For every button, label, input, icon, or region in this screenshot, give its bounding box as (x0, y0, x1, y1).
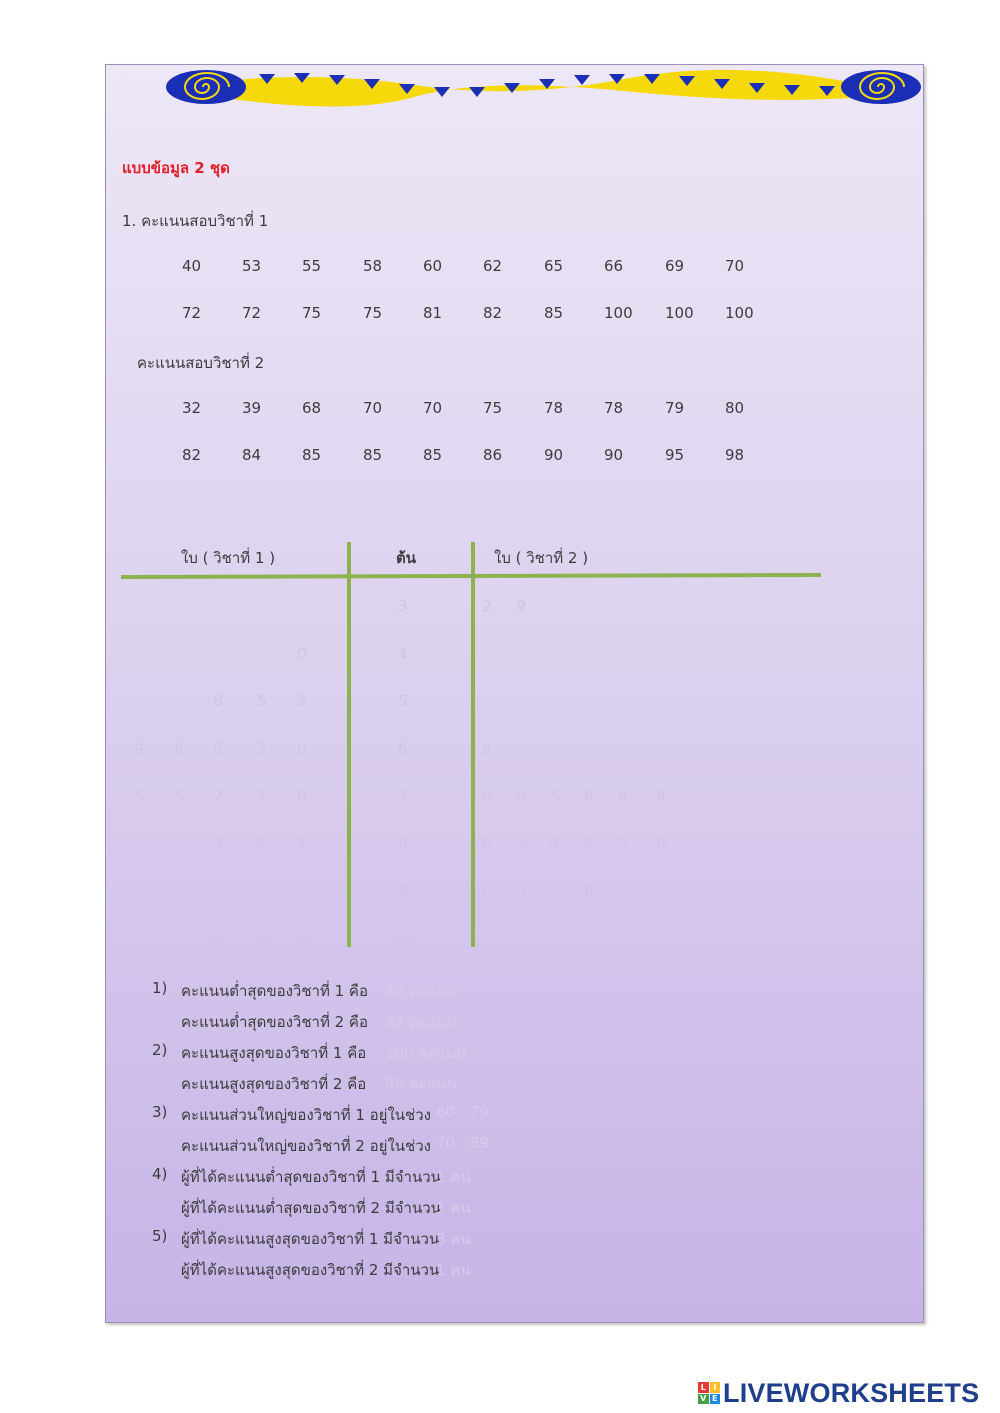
logo-letter: I (710, 1382, 721, 1393)
leaf-left-value: 5 (257, 692, 267, 710)
stem-leaf-row (106, 692, 923, 722)
answer-value: 70 - 89 (436, 1134, 490, 1152)
question-text: คะแนนสูงสุดของวิชาที่ 2 คือ (181, 1075, 367, 1093)
score-value: 62 (483, 257, 503, 275)
spiral-right-icon (841, 70, 921, 104)
answer-value: 3 คน (436, 1230, 471, 1248)
stem-value: 4 (398, 644, 408, 663)
stem-value: 9 (398, 882, 408, 900)
score-value: 85 (423, 446, 443, 464)
leaf-right-value: 0 (516, 882, 526, 900)
leaf-right-value: 8 (584, 787, 594, 805)
leaf-right-value: 2 (482, 597, 492, 615)
page-title: แบบข้อมูล 2 ชุด (122, 159, 230, 177)
score-value: 100 (665, 304, 694, 322)
liveworksheets-brand: LIVEWORKSHEETS (723, 1377, 980, 1408)
stem-leaf-row (106, 835, 923, 865)
score-value: 39 (242, 399, 262, 417)
answer-value: 40 คะแนน (385, 982, 458, 1000)
question-number: 4) (152, 1165, 168, 1183)
leaf-right-value: 5 (550, 787, 560, 805)
score-value: 84 (242, 446, 262, 464)
score-value: 85 (544, 304, 564, 322)
score-value: 81 (423, 304, 443, 322)
score-value: 66 (604, 257, 624, 275)
score-value: 82 (182, 446, 202, 464)
score-value: 85 (302, 446, 322, 464)
leaf-left-value: 9 (134, 739, 144, 758)
score-value: 82 (483, 304, 503, 322)
score-value: 40 (182, 257, 202, 275)
score-value: 32 (182, 399, 202, 417)
leaf-right-value: 0 (482, 787, 492, 805)
leaf-left-value: 5 (134, 787, 144, 805)
stem-leaf-row (106, 597, 923, 627)
subject2-label: คะแนนสอบวิชาที่ 2 (137, 354, 265, 372)
stem-value: 10 (393, 929, 413, 948)
leaf-left-value: 6 (174, 739, 184, 758)
stem-leaf-row (106, 882, 923, 912)
question-text: คะแนนส่วนใหญ่ของวิชาที่ 2 อยู่ในช่วง (181, 1137, 431, 1155)
score-value: 60 (423, 257, 443, 275)
leaf-left-value: 2 (213, 787, 223, 805)
leaf-left-value: 5 (213, 739, 223, 758)
score-value: 75 (302, 304, 322, 322)
stem-leaf-row (106, 787, 923, 817)
score-value: 69 (665, 257, 685, 275)
leaf-right-value: 0 (516, 787, 526, 805)
leaf-left-value: 3 (297, 692, 307, 710)
leaf-left-value: 0 (297, 739, 307, 758)
score-value: 75 (363, 304, 383, 322)
question-text: คะแนนส่วนใหญ่ของวิชาที่ 1 อยู่ในช่วง (181, 1106, 431, 1124)
score-value: 78 (544, 399, 564, 417)
leaf-right-value: 2 (516, 834, 526, 853)
subject1-label: 1. คะแนนสอบวิชาที่ 1 (122, 212, 269, 230)
leaf-right-value: 0 (482, 834, 492, 853)
answer-value: 1 คน (436, 1168, 471, 1186)
score-value: 72 (182, 304, 202, 322)
leaf-right-value: 4 (550, 834, 560, 853)
leaf-left-value: 2 (257, 787, 267, 805)
score-value: 72 (242, 304, 262, 322)
score-value: 68 (302, 399, 322, 417)
score-value: 100 (725, 304, 754, 322)
leaf-left-value: 0 (297, 929, 307, 948)
score-value: 85 (363, 446, 383, 464)
score-value: 65 (544, 257, 564, 275)
answer-value: 1 คน (436, 1261, 471, 1279)
answer-value: 1 คน (436, 1199, 471, 1217)
question-text: ผู้ที่ได้คะแนนต่ำสุดของวิชาที่ 1 มีจำนวน (181, 1168, 441, 1186)
question-number: 2) (152, 1041, 168, 1059)
question-text: คะแนนสูงสุดของวิชาที่ 1 คือ (181, 1044, 367, 1062)
logo-letter: V (698, 1394, 709, 1405)
leaf-right-value: 5 (618, 834, 628, 853)
stem-value: 3 (398, 597, 408, 615)
spiral-left-icon (166, 70, 246, 104)
leaf-left-value: 5 (174, 787, 184, 805)
leaf-right-value: 8 (584, 882, 594, 900)
score-value: 80 (725, 399, 745, 417)
score-value: 75 (483, 399, 503, 417)
liveworksheets-watermark (698, 1378, 979, 1408)
leaf-left-value: 0 (297, 644, 307, 663)
question-text: คะแนนต่ำสุดของวิชาที่ 2 คือ (181, 1013, 368, 1031)
answer-value: 98 คะแนน (385, 1075, 458, 1093)
leaf-right-value: 9 (656, 787, 666, 805)
score-value: 78 (604, 399, 624, 417)
score-value: 58 (363, 257, 383, 275)
score-value: 53 (242, 257, 262, 275)
score-value: 70 (725, 257, 745, 275)
question-number: 5) (152, 1227, 168, 1245)
answer-value: 32 คะแนน (385, 1013, 458, 1031)
score-value: 86 (483, 446, 503, 464)
logo-letter: E (710, 1394, 721, 1405)
answer-value: 100 คะแนน (385, 1044, 467, 1062)
liveworksheets-logo-icon (698, 1382, 720, 1404)
leaf-right-value: 0 (482, 882, 492, 900)
question-text: ผู้ที่ได้คะแนนสูงสุดของวิชาที่ 2 มีจำนวน (181, 1261, 440, 1279)
question-text: ผู้ที่ได้คะแนนต่ำสุดของวิชาที่ 2 มีจำนวน (181, 1199, 441, 1217)
stem-value: 8 (398, 834, 408, 853)
stem-leaf-row (106, 930, 923, 960)
score-value: 90 (604, 446, 624, 464)
score-value: 70 (363, 399, 383, 417)
leaf-left-value: 5 (213, 834, 223, 853)
leaf-left-header: ใบ ( วิชาที่ 1 ) (181, 549, 276, 567)
score-value: 90 (544, 446, 564, 464)
leaf-left-value: 0 (213, 929, 223, 948)
worksheet-page (105, 64, 924, 1323)
stem-value: 5 (398, 692, 408, 710)
score-value: 55 (302, 257, 322, 275)
leaf-left-value: 0 (297, 787, 307, 805)
leaf-left-value: 0 (257, 929, 267, 948)
leaf-right-value: 5 (550, 882, 560, 900)
score-value: 98 (725, 446, 745, 464)
leaf-right-header: ใบ ( วิชาที่ 2 ) (494, 549, 589, 567)
score-value: 95 (665, 446, 685, 464)
leaf-left-value: 2 (257, 739, 267, 758)
stem-leaf-row (106, 740, 923, 770)
stem-header: ต้น (396, 549, 416, 567)
decorative-banner (164, 65, 924, 109)
leaf-right-value: 6 (656, 834, 666, 853)
leaf-right-value: 8 (618, 787, 628, 805)
question-number: 1) (152, 979, 168, 997)
leaf-left-value: 2 (257, 834, 267, 853)
stem-value: 7 (398, 787, 408, 805)
leaf-right-value: 8 (482, 739, 492, 758)
score-value: 70 (423, 399, 443, 417)
leaf-left-value: 1 (297, 834, 307, 853)
leaf-left-value: 8 (213, 692, 223, 710)
question-text: คะแนนต่ำสุดของวิชาที่ 1 คือ (181, 982, 368, 1000)
logo-letter: L (698, 1382, 709, 1393)
stem-leaf-row (106, 645, 923, 675)
leaf-right-value: 9 (516, 597, 526, 615)
leaf-right-value: 5 (584, 834, 594, 853)
answer-value: 60 - 79 (436, 1103, 490, 1121)
stem-value: 6 (398, 739, 408, 758)
score-value: 100 (604, 304, 633, 322)
score-value: 79 (665, 399, 685, 417)
question-text: ผู้ที่ได้คะแนนสูงสุดของวิชาที่ 1 มีจำนวน (181, 1230, 440, 1248)
question-number: 3) (152, 1103, 168, 1121)
